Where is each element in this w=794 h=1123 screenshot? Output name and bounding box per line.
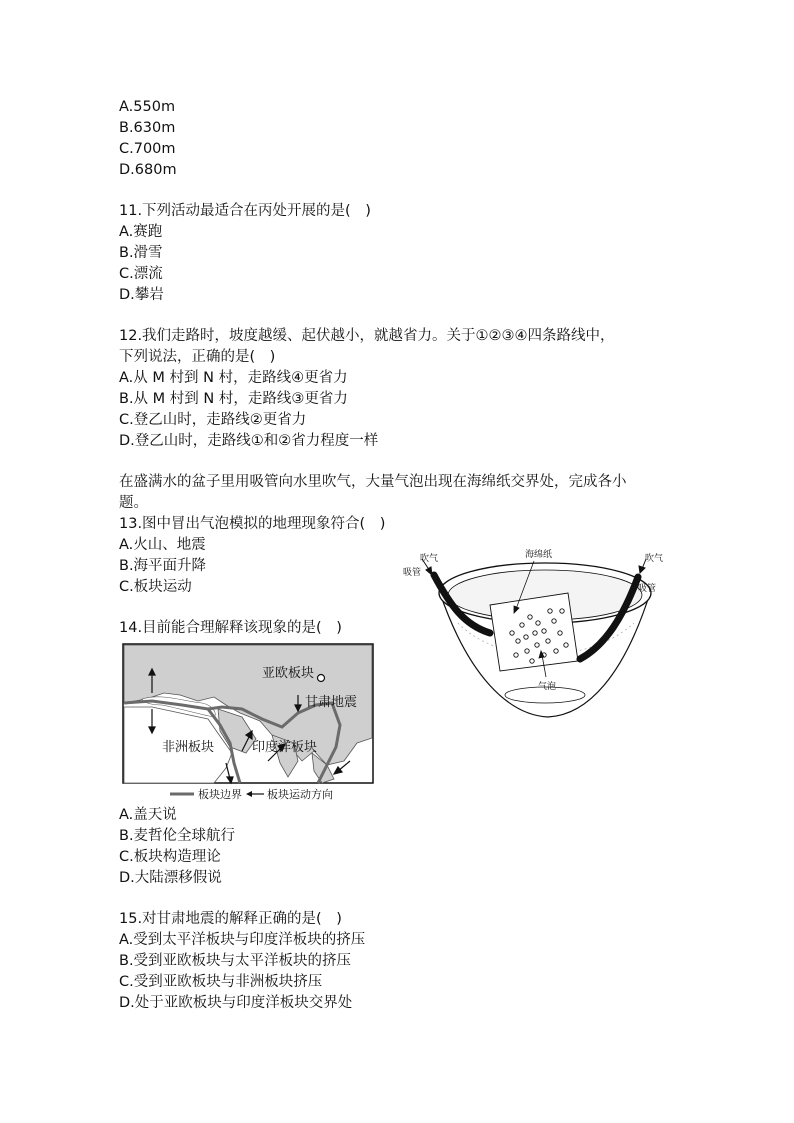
q15-option-d: D.处于亚欧板块与印度洋板块交界处 [119, 995, 353, 1011]
gansu-marker [318, 675, 325, 682]
q13-stem: 13.图中冒出气泡模拟的地理现象符合( ) [119, 516, 386, 532]
q11-option-b: B.滑雪 [119, 245, 163, 261]
label-eurasia: 亚欧板块 [262, 666, 315, 681]
q11-option-d: D.攀岩 [119, 287, 164, 303]
q13-option-c: C.板块运动 [119, 579, 192, 595]
q10-option-d: D.680m [119, 162, 177, 178]
q12-option-c: C.登乙山时，走路线②更省力 [119, 412, 307, 428]
q11-stem: 11.下列活动最适合在丙处开展的是( ) [119, 203, 371, 219]
plate-map-figure [122, 643, 376, 805]
q13-option-b: B.海平面升降 [119, 558, 207, 574]
label-blow-left: 吹气 [420, 554, 439, 564]
label-indian: 印度洋板块 [252, 740, 318, 755]
q14-option-a: A.盖天说 [119, 807, 177, 823]
legend-boundary-label: 板块边界 [198, 788, 242, 801]
q10-option-a: A.550m [119, 99, 176, 115]
label-sponge: 海绵纸 [525, 550, 553, 560]
q11-option-a: A.赛跑 [119, 224, 163, 240]
q14-stem: 14.目前能合理解释该现象的是( ) [119, 620, 342, 636]
q15-option-b: B.受到亚欧板块与太平洋板块的挤压 [119, 953, 352, 969]
q15-stem: 15.对甘肃地震的解释正确的是( ) [119, 911, 342, 927]
label-africa: 非洲板块 [162, 740, 215, 755]
label-straw-left: 吸管 [403, 568, 422, 578]
q14-option-c: C.板块构造理论 [119, 849, 221, 865]
legend-arrow-head [246, 791, 252, 797]
label-blow-right: 吹气 [645, 554, 664, 564]
q12-stem-line1: 12.我们走路时，坡度越缓、起伏越小，就越省力。关于①②③④四条路线中， [119, 328, 615, 344]
q12-stem-line2: 下列说法，正确的是( ) [119, 349, 276, 365]
q12-option-a: A.从 M 村到 N 村，走路线④更省力 [119, 370, 348, 386]
q10-option-b: B.630m [119, 120, 176, 136]
q15-option-c: C.受到亚欧板块与非洲板块挤压 [119, 974, 323, 990]
q10-option-c: C.700m [119, 141, 176, 157]
q12-option-d: D.登乙山时，走路线①和②省力程度一样 [119, 433, 379, 449]
q11-option-c: C.漂流 [119, 266, 163, 282]
basin-figure [398, 545, 688, 723]
q15-option-a: A.受到太平洋板块与印度洋板块的挤压 [119, 932, 366, 948]
q14-option-d: D.大陆漂移假说 [119, 870, 222, 886]
label-bubble: 气泡 [538, 682, 557, 692]
label-gansu: 甘肃地震 [305, 695, 358, 710]
legend-direction-label: 板块运动方向 [267, 788, 333, 801]
intro-line2: 题。 [119, 495, 148, 511]
q12-option-b: B.从 M 村到 N 村，走路线③更省力 [119, 391, 348, 407]
intro-line1: 在盛满水的盆子里用吸管向水里吹气，大量气泡出现在海绵纸交界处，完成各小 [119, 474, 627, 490]
q13-option-a: A.火山、地震 [119, 537, 206, 553]
label-straw-right: 吸管 [638, 584, 657, 594]
q14-option-b: B.麦哲伦全球航行 [119, 828, 236, 844]
